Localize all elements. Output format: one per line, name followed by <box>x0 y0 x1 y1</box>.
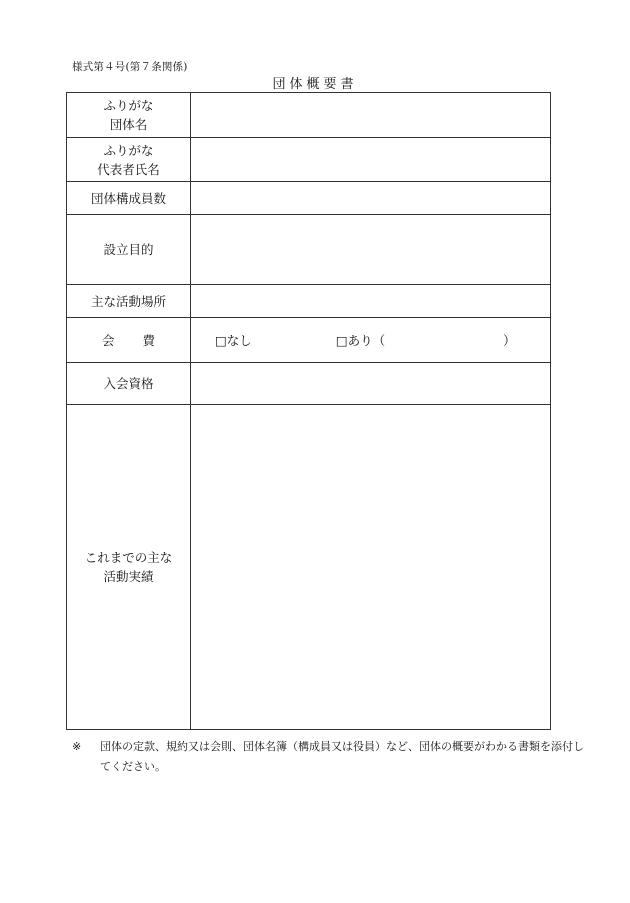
purpose-field[interactable] <box>191 215 551 285</box>
fee-yes-checkbox[interactable]: □あり（ <box>335 332 386 348</box>
member-count-field[interactable] <box>191 182 551 215</box>
form-number: 様式第４号(第７条関係) <box>72 61 188 73</box>
fee-field <box>191 318 551 363</box>
purpose-label: 設立目的 <box>67 215 191 285</box>
group-summary-table <box>66 92 551 730</box>
fee-none-checkbox[interactable]: □なし <box>215 332 252 348</box>
representative-label <box>67 138 191 182</box>
achievements-label <box>67 405 191 730</box>
representative-field[interactable] <box>191 138 551 182</box>
fee-label <box>67 318 191 363</box>
fee-options <box>191 331 550 350</box>
achievements-field[interactable] <box>191 405 551 730</box>
representative-label-text: 代表者氏名 <box>97 161 160 177</box>
row-activity-place <box>67 285 551 318</box>
fee-label-text: 会費 <box>101 332 183 348</box>
member-count-label: 団体構成員数 <box>67 182 191 215</box>
row-group-name <box>67 93 551 138</box>
footnote-text: 団体の定款、規約又は会則、団体名簿（構成員又は役員）など、団体の概要がわかる書類を添付してください。 <box>100 740 584 773</box>
document-title: 団体概要書 <box>272 77 358 92</box>
group-name-label-text: 団体名 <box>109 117 148 132</box>
row-representative <box>67 138 551 182</box>
row-purpose <box>67 215 551 285</box>
row-membership <box>67 363 551 405</box>
group-name-label <box>67 93 191 138</box>
membership-field[interactable] <box>191 363 551 405</box>
achievements-label-line1: これまでの主な <box>84 550 173 565</box>
row-achievements <box>67 405 551 730</box>
activity-place-field[interactable] <box>191 285 551 318</box>
activity-place-label: 主な活動場所 <box>67 285 191 318</box>
row-fee <box>67 318 551 363</box>
group-name-furigana: ふりがな <box>103 98 154 113</box>
membership-label: 入会資格 <box>67 363 191 405</box>
group-name-field[interactable] <box>191 93 551 138</box>
footnote <box>72 737 592 777</box>
row-member-count <box>67 182 551 215</box>
representative-furigana: ふりがな <box>103 142 154 158</box>
achievements-label-line2: 活動実績 <box>103 569 154 584</box>
reference-mark-icon: ※ <box>72 740 82 753</box>
fee-yes-close-paren: ） <box>503 332 516 348</box>
